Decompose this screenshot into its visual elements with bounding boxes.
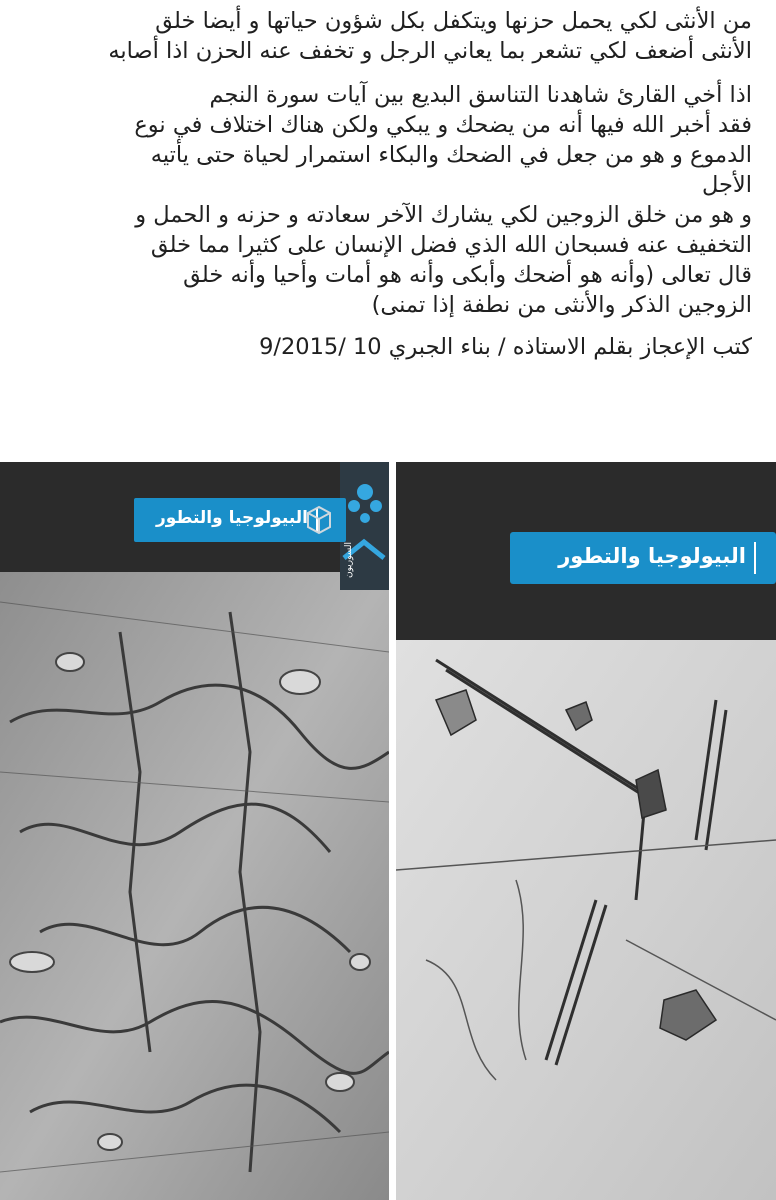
post-text — [0, 0, 776, 462]
brand-name: السوريون — [344, 541, 354, 578]
tear-micrograph-left — [0, 572, 389, 1200]
text-line: الزوجين الذكر والأنثى من نطفة إذا تمنى) — [371, 292, 752, 318]
category-banner-right — [510, 532, 776, 584]
category-label: البيولوجيا والتطور — [558, 544, 746, 568]
text-line: قال تعالى (وأنه هو أضحك وأبكى وأنه هو أمات وأحيا وأنه خلق — [183, 262, 752, 288]
text-line: و هو من خلق الزوجين لكي يشارك الآخر سعادته و حزنه و الحمل و — [135, 202, 752, 228]
text-line: التخفيف عنه فسبحان الله الذي فضل الإنسان على كثيرا مما خلق — [150, 232, 752, 258]
tear-micrograph-right — [396, 640, 776, 1200]
text-line: الأنثى أضعف لكي تشعر بما يعاني الرجل و تخفف عنه الحزن اذا أصابه — [108, 38, 752, 64]
text-line: فقد أخبر الله فيها أنه من يضحك و يبكي ولكن هناك اختلاف في نوع — [134, 112, 752, 138]
text-line: الدموع و هو من جعل في الضحك والبكاء استمرار لحياة حتى يأتيه — [150, 142, 752, 168]
text-line: الأجل — [701, 172, 752, 198]
banner-divider — [754, 542, 756, 574]
cube-logo-icon — [306, 505, 332, 535]
category-label: البيولوجيا والتطور — [155, 508, 308, 528]
paragraph-2 — [18, 80, 752, 320]
text-line: اذا أخي القارئ شاهدنا التناسق البديع بين آيات سورة النجم — [209, 82, 752, 108]
paragraph-1 — [18, 6, 752, 66]
text-line: من الأنثى لكي يحمل حزنها ويتكفل بكل شؤون حياتها و أيضا خلق — [155, 8, 752, 34]
author-signature: كتب الإعجاز بقلم الاستاذه / بناء الجبري 10 /9/2015 — [259, 334, 752, 360]
image-gap — [389, 462, 396, 1200]
